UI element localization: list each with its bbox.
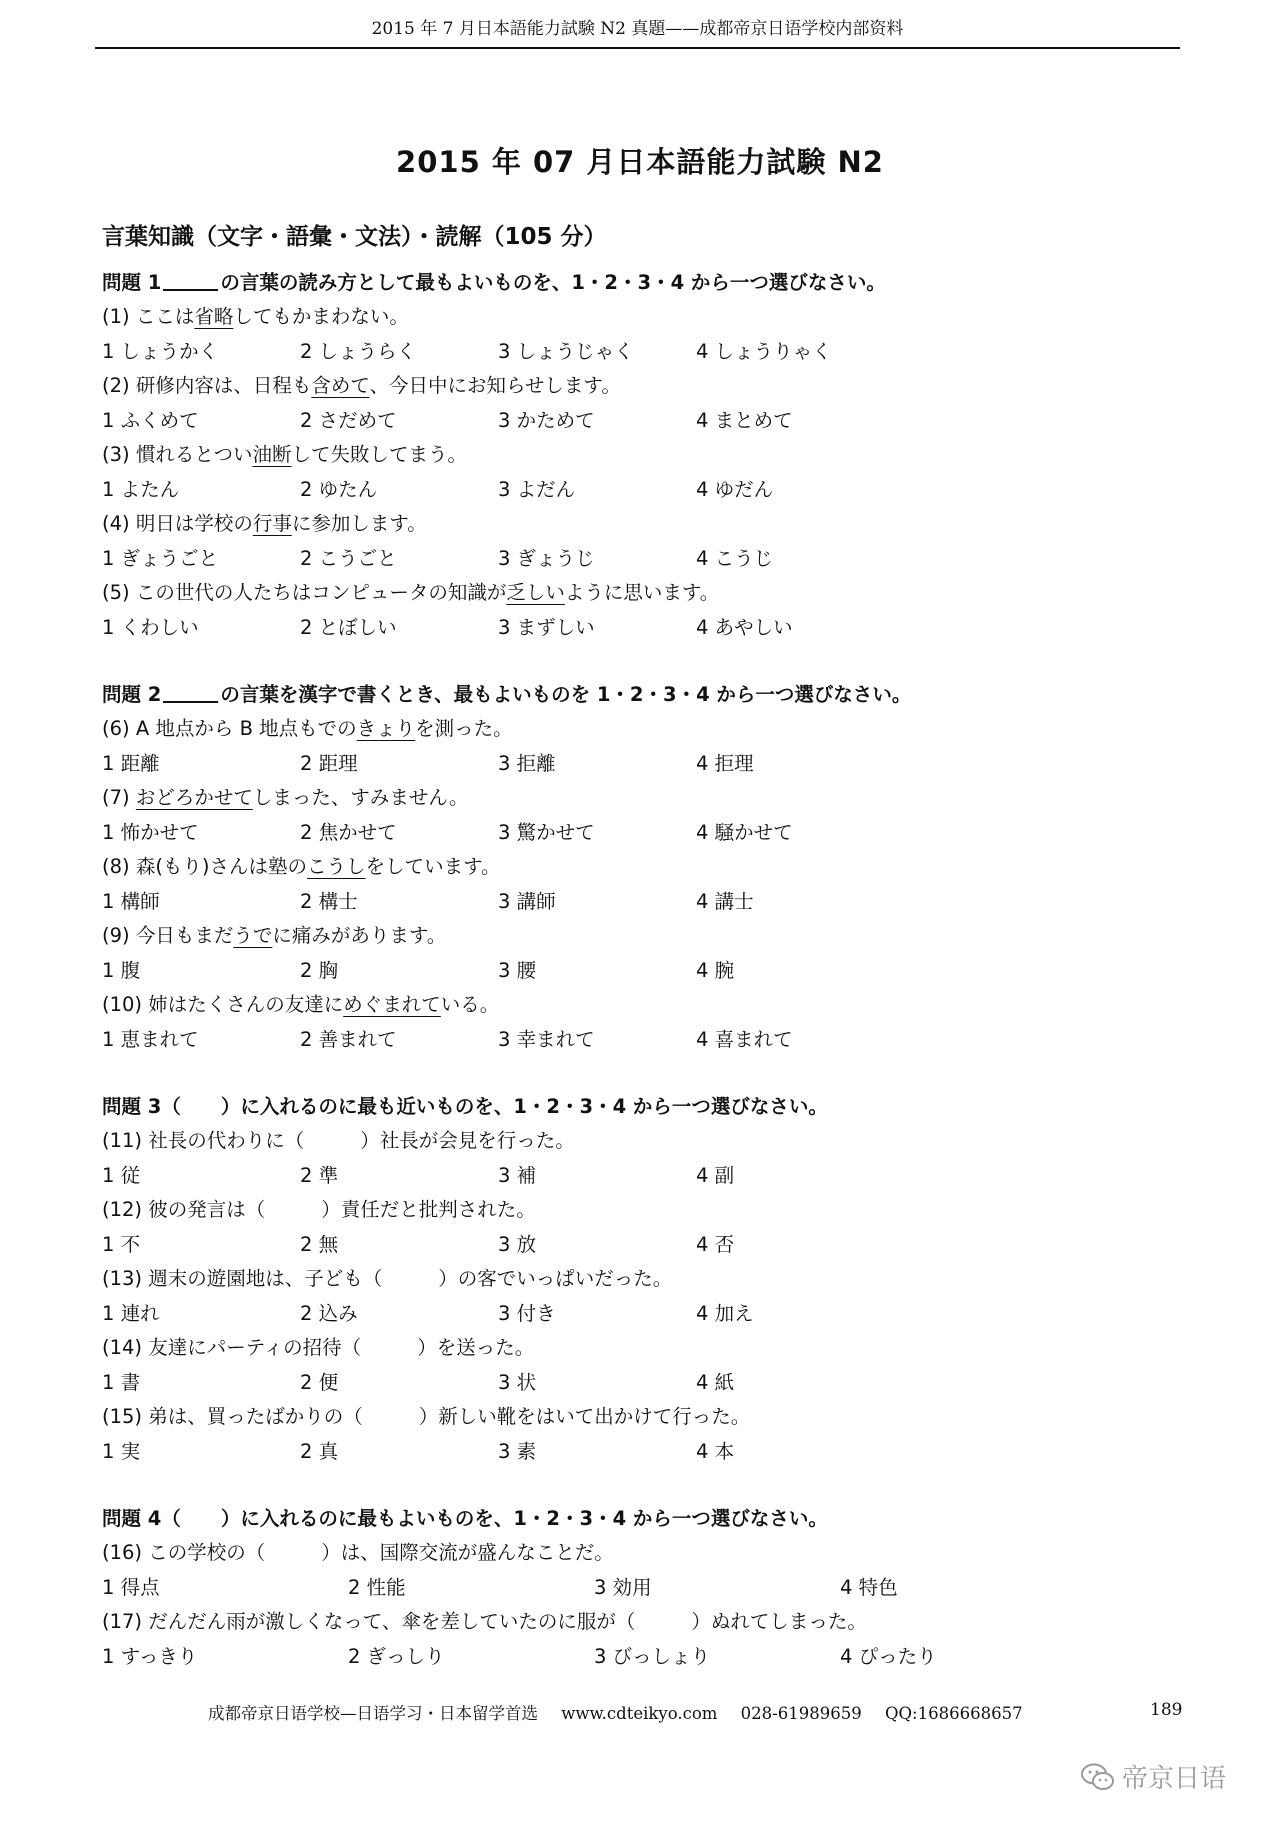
question (102, 1193, 1182, 1227)
question-number: (2) (102, 374, 130, 397)
answer-option-3: 3 びっしょり (594, 1645, 711, 1668)
question-text-before: この学校の（ (148, 1541, 266, 1564)
answer-option-2: 2 しょうらく (300, 340, 417, 363)
question-text-after: しまった、すみません。 (252, 786, 469, 809)
answer-option-3: 3 驚かせて (498, 821, 595, 844)
problem-block (102, 266, 1182, 645)
question-number: (1) (102, 305, 130, 328)
answer-options (102, 1227, 1182, 1262)
answer-option-1: 1 しょうかく (102, 340, 219, 363)
page-header: 2015 年 7 月日本語能力試験 N2 真題——成都帝京日语学校内部资料 (95, 14, 1180, 49)
question (102, 300, 1182, 334)
answer-option-1: 1 構師 (102, 890, 160, 913)
answer-option-1: 1 書 (102, 1371, 141, 1394)
problem-heading (102, 1090, 1182, 1124)
question-number: (15) (102, 1405, 143, 1428)
answer-option-1: 1 腹 (102, 959, 141, 982)
wechat-icon (1080, 1762, 1116, 1792)
answer-option-4: 4 副 (696, 1164, 735, 1187)
answer-options (102, 1158, 1182, 1193)
answer-option-3: 3 拒離 (498, 752, 556, 775)
answer-option-4: 4 こうじ (696, 547, 774, 570)
page-number: 189 (1150, 1700, 1183, 1720)
question-number: (6) (102, 717, 130, 740)
answer-option-4: 4 喜まれて (696, 1028, 793, 1051)
answer-option-1: 1 ぎょうごと (102, 547, 219, 570)
question-text-after: ）の客でいっぱいだった。 (438, 1267, 673, 1290)
answer-option-2: 2 性能 (348, 1576, 406, 1599)
question-text-after: いる。 (440, 993, 500, 1016)
question (102, 1124, 1182, 1158)
answer-option-1: 1 従 (102, 1164, 141, 1187)
question-number: (7) (102, 786, 130, 809)
question-text-after: ）社長が会見を行った。 (360, 1129, 575, 1152)
answer-options (102, 1022, 1182, 1057)
answer-option-3: 3 幸まれて (498, 1028, 595, 1051)
answer-options (102, 1570, 1182, 1605)
problem-block (102, 678, 1182, 1057)
answer-options (102, 1434, 1182, 1469)
question-number: (10) (102, 993, 143, 1016)
answer-options (102, 746, 1182, 781)
question-text-after: ）新しい靴をはいて出かけて行った。 (418, 1405, 751, 1428)
answer-option-3: 3 講師 (498, 890, 556, 913)
question (102, 369, 1182, 403)
question-number: (4) (102, 512, 130, 535)
question (102, 781, 1182, 815)
question-number: (5) (102, 581, 130, 604)
question-text-after: に痛みがあります。 (272, 924, 447, 947)
underlined-word: 行事 (252, 512, 292, 535)
question (102, 1400, 1182, 1434)
answer-option-2: 2 焦かせて (300, 821, 397, 844)
blank-line (163, 271, 218, 291)
answer-options (102, 403, 1182, 438)
question-text-before: 社長の代わりに（ (148, 1129, 305, 1152)
question-number: (9) (102, 924, 130, 947)
question (102, 1605, 1182, 1639)
question (102, 712, 1182, 746)
question-number: (13) (102, 1267, 143, 1290)
answer-option-4: 4 講士 (696, 890, 754, 913)
underlined-word: うで (233, 924, 273, 947)
answer-option-2: 2 無 (300, 1233, 339, 1256)
answer-option-4: 4 拒理 (696, 752, 754, 775)
answer-option-2: 2 便 (300, 1371, 339, 1394)
question-text-after: に参加します。 (291, 512, 427, 535)
answer-option-2: 2 構士 (300, 890, 358, 913)
answer-options (102, 953, 1182, 988)
watermark-text: 帝京日语 (1122, 1764, 1227, 1794)
question-text-before: 慣れるとつい (135, 443, 253, 466)
answer-option-2: 2 ゆたん (300, 478, 378, 501)
answer-option-4: 4 まとめて (696, 409, 793, 432)
answer-option-4: 4 本 (696, 1440, 735, 1463)
answer-options (102, 1296, 1182, 1331)
underlined-word: 含めて (311, 374, 370, 397)
answer-option-4: 4 あやしい (696, 616, 793, 639)
answer-option-3: 3 しょうじゃく (498, 340, 634, 363)
question-text-before: 研修内容は、日程も (135, 374, 312, 397)
footer-phone: 028-61989659 (740, 1704, 862, 1723)
question (102, 1262, 1182, 1296)
answer-option-4: 4 特色 (840, 1576, 898, 1599)
problem-heading-instruction: ）に入れるのに最もよいものを、1・2・3・4 から一つ選びなさい。 (220, 1507, 828, 1530)
answer-option-4: 4 ゆだん (696, 478, 774, 501)
answer-option-4: 4 否 (696, 1233, 735, 1256)
question (102, 576, 1182, 610)
answer-option-3: 3 補 (498, 1164, 537, 1187)
question-text-before: A 地点から B 地点もでの (135, 717, 357, 740)
answer-option-1: 1 連れ (102, 1302, 160, 1325)
answer-option-2: 2 込み (300, 1302, 358, 1325)
page-title: 2015 年 07 月日本語能力試験 N2 (396, 145, 884, 179)
question-text-after: ように思います。 (564, 581, 720, 604)
underlined-word: めぐまれて (343, 993, 441, 1016)
answer-option-2: 2 さだめて (300, 409, 397, 432)
answer-option-1: 1 怖かせて (102, 821, 199, 844)
answer-options (102, 884, 1182, 919)
question-text-before: 明日は学校の (135, 512, 253, 535)
underlined-word: こうし (307, 855, 366, 878)
question-number: (8) (102, 855, 130, 878)
underlined-word: 乏しい (506, 581, 565, 604)
answer-option-3: 3 放 (498, 1233, 537, 1256)
answer-option-4: 4 騒かせて (696, 821, 793, 844)
answer-option-1: 1 実 (102, 1440, 141, 1463)
answer-option-3: 3 かためて (498, 409, 595, 432)
underlined-word: 油断 (252, 443, 292, 466)
answer-option-4: 4 しょうりゃく (696, 340, 832, 363)
problem-heading (102, 678, 1182, 712)
question (102, 1331, 1182, 1365)
footer-school: 成都帝京日语学校—日语学习・日本留学首选 (208, 1704, 538, 1723)
answer-option-1: 1 距離 (102, 752, 160, 775)
problem-block (102, 1502, 1182, 1674)
problem-heading-instruction: ）に入れるのに最も近いものを、1・2・3・4 から一つ選びなさい。 (220, 1095, 828, 1118)
problem-heading (102, 1502, 1182, 1536)
underlined-word: きょり (356, 717, 416, 740)
section-title: 言葉知識（文字・語彙・文法）・読解（105 分） (102, 224, 607, 250)
answer-option-1: 1 すっきり (102, 1645, 198, 1668)
answer-option-1: 1 恵まれて (102, 1028, 199, 1051)
question-text-after: ）ぬれてしまった。 (691, 1610, 867, 1633)
answer-option-2: 2 距理 (300, 752, 358, 775)
watermark (1080, 1758, 1226, 1795)
blank-line (163, 683, 218, 703)
answer-options (102, 1639, 1182, 1674)
answer-option-2: 2 真 (300, 1440, 339, 1463)
question (102, 988, 1182, 1022)
problem-heading-prefix: 問題 1 (102, 271, 162, 294)
question-text-before: だんだん雨が激しくなって、傘を差していたのに服が（ (148, 1610, 636, 1633)
question-text-before: 今日もまだ (135, 924, 234, 947)
question-number: (11) (102, 1129, 143, 1152)
answer-options (102, 610, 1182, 645)
page-footer (208, 1700, 1041, 1724)
answer-option-1: 1 ふくめて (102, 409, 199, 432)
question (102, 1536, 1182, 1570)
answer-option-2: 2 とぼしい (300, 616, 397, 639)
problem-heading-instruction: の言葉の読み方として最もよいものを、1・2・3・4 から一つ選びなさい。 (220, 271, 886, 294)
question-text-before: この世代の人たちはコンピュータの知識が (135, 581, 507, 604)
answer-option-4: 4 ぴったり (840, 1645, 937, 1668)
answer-option-3: 3 よだん (498, 478, 576, 501)
question-text-after: ）は、国際交流が盛んなことだ。 (321, 1541, 614, 1564)
question-text-after: をしています。 (365, 855, 501, 878)
answer-option-1: 1 くわしい (102, 616, 199, 639)
question-list (102, 266, 1182, 1707)
question-number: (17) (102, 1610, 143, 1633)
question (102, 507, 1182, 541)
question-text-before: ここは (135, 305, 195, 328)
answer-option-4: 4 腕 (696, 959, 735, 982)
question-number: (14) (102, 1336, 143, 1359)
answer-option-3: 3 付き (498, 1302, 556, 1325)
answer-option-3: 3 ぎょうじ (498, 547, 595, 570)
question-text-after: ）責任だと批判された。 (321, 1198, 536, 1221)
answer-options (102, 334, 1182, 369)
footer-qq: QQ:1686668657 (884, 1704, 1023, 1723)
problem-block (102, 1090, 1182, 1469)
problem-heading-prefix: 問題 4（ (102, 1507, 181, 1530)
question-text-before: 彼の発言は（ (148, 1198, 266, 1221)
question-text-after: 、今日中にお知らせします。 (369, 374, 621, 397)
answer-option-3: 3 腰 (498, 959, 537, 982)
answer-option-1: 1 不 (102, 1233, 141, 1256)
answer-option-2: 2 こうごと (300, 547, 397, 570)
answer-option-3: 3 状 (498, 1371, 537, 1394)
question-text-before: 週末の遊園地は、子ども（ (148, 1267, 383, 1290)
problem-heading-instruction: の言葉を漢字で書くとき、最もよいものを 1・2・3・4 から一つ選びなさい。 (220, 683, 912, 706)
answer-option-4: 4 加え (696, 1302, 754, 1325)
question-text-before: 友達にパーティの招待（ (148, 1336, 362, 1359)
question-text-after: ）を送った。 (417, 1336, 535, 1359)
answer-option-3: 3 素 (498, 1440, 537, 1463)
problem-heading-prefix: 問題 2 (102, 683, 162, 706)
problem-heading-prefix: 問題 3（ (102, 1095, 181, 1118)
question-text-before: 森(もり)さんは塾の (135, 855, 308, 878)
problem-heading (102, 266, 1182, 300)
question-number: (12) (102, 1198, 143, 1221)
question-text-after: してもかまわない。 (233, 305, 409, 328)
answer-option-1: 1 得点 (102, 1576, 160, 1599)
question (102, 919, 1182, 953)
answer-option-3: 3 効用 (594, 1576, 652, 1599)
underlined-word: おどろかせて (135, 786, 253, 809)
question (102, 438, 1182, 472)
question-text-before: 弟は、買ったばかりの（ (148, 1405, 363, 1428)
answer-option-3: 3 まずしい (498, 616, 595, 639)
underlined-word: 省略 (194, 305, 234, 328)
question-number: (3) (102, 443, 130, 466)
question-number: (16) (102, 1541, 143, 1564)
footer-website: www.cdteikyo.com (561, 1704, 718, 1723)
answer-option-2: 2 胸 (300, 959, 339, 982)
answer-option-2: 2 ぎっしり (348, 1645, 445, 1668)
question-text-after: を測った。 (415, 717, 513, 740)
answer-options (102, 1365, 1182, 1400)
answer-options (102, 815, 1182, 850)
answer-option-2: 2 準 (300, 1164, 339, 1187)
answer-option-2: 2 善まれて (300, 1028, 397, 1051)
question-text-after: して失敗してまう。 (291, 443, 467, 466)
question-text-before: 姉はたくさんの友達に (148, 993, 344, 1016)
question (102, 850, 1182, 884)
answer-options (102, 541, 1182, 576)
answer-options (102, 472, 1182, 507)
answer-option-1: 1 よたん (102, 478, 180, 501)
answer-option-4: 4 紙 (696, 1371, 735, 1394)
